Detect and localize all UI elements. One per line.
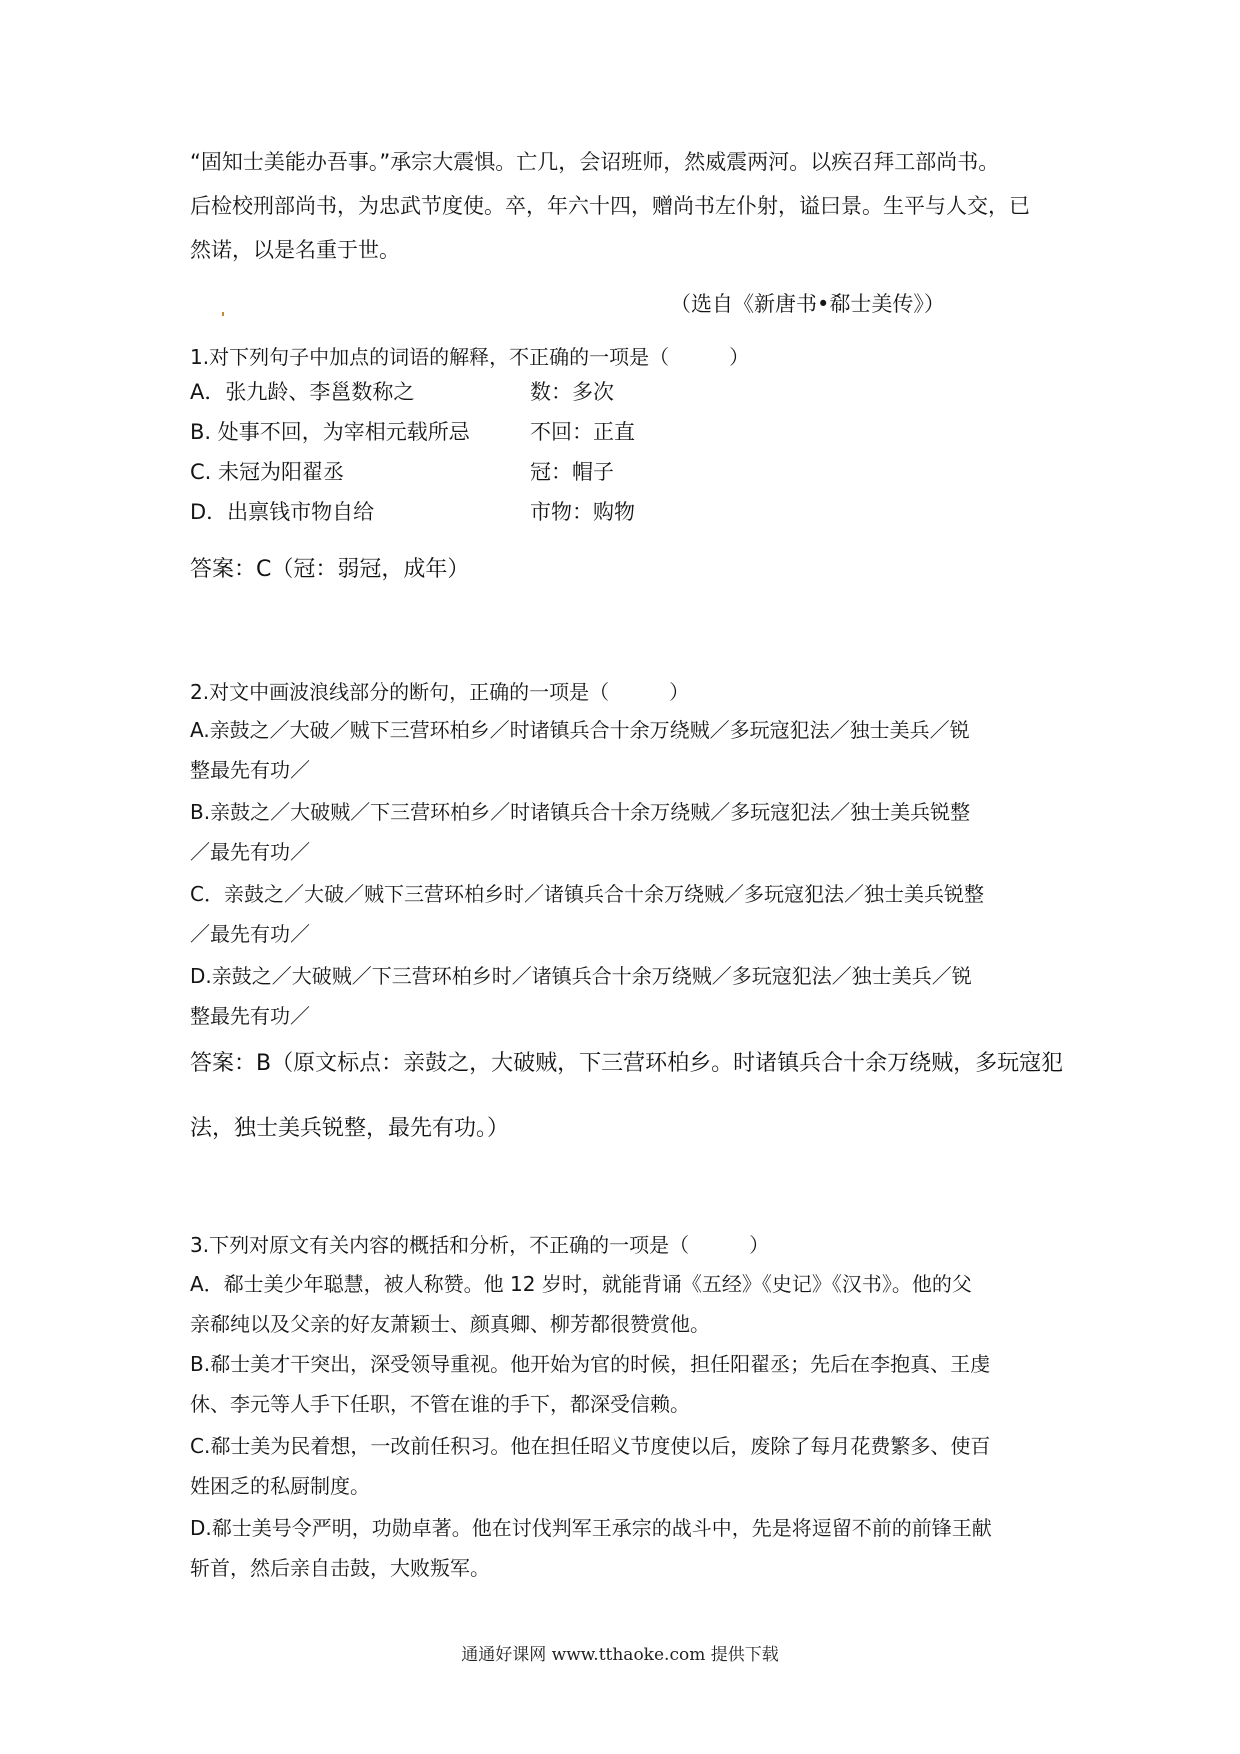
passage-line-1: “固知士美能办吾事。”承宗大震惧。亡几，会诏班师，然威震两河。以疾召拜工部尚书。 <box>190 150 1000 174</box>
q3-line-4: 休、李元等人手下任职，不管在谁的手下，都深受信赖。 <box>190 1392 690 1416</box>
q2-line-8: 整最先有功／ <box>190 1004 310 1028</box>
q1-option-a: A．张九龄、李邕数称之 <box>190 380 415 404</box>
q3-line-1: A．郗士美少年聪慧，被人称赞。他 12 岁时，就能背诵《五经》《史记》《汉书》。他的父 <box>190 1272 972 1296</box>
q1-stem: 1.对下列句子中加点的词语的解释，不正确的一项是（ ） <box>190 345 750 369</box>
q3-stem: 3.下列对原文有关内容的概括和分析，不正确的一项是（ ） <box>190 1233 770 1257</box>
q2-line-3: B.亲鼓之／大破贼／下三营环柏乡／时诸镇兵合十余万绕贼／多玩寇犯法／独士美兵锐整 <box>190 800 971 824</box>
q1-option-b: B. 处事不回，为宰相元载所忌 <box>190 420 470 444</box>
q2-line-6: ／最先有功／ <box>190 922 310 946</box>
q3-line-2: 亲郗纯以及父亲的好友萧颖士、颜真卿、柳芳都很赞赏他。 <box>190 1312 710 1336</box>
q3-line-7: D.郗士美号令严明，功勋卓著。他在讨伐判军王承宗的战斗中，先是将逗留不前的前锋王献 <box>190 1516 992 1540</box>
q2-line-5: C．亲鼓之／大破／贼下三营环柏乡时／诸镇兵合十余万绕贼／多玩寇犯法／独士美兵锐整 <box>190 882 984 906</box>
q2-line-7: D.亲鼓之／大破贼／下三营环柏乡时／诸镇兵合十余万绕贼／多玩寇犯法／独士美兵／锐 <box>190 964 972 988</box>
q1-option-c: C. 未冠为阳翟丞 <box>190 460 345 484</box>
q1-option-c-meaning: 冠：帽子 <box>530 460 614 484</box>
q1-answer: 答案：C（冠：弱冠，成年） <box>190 557 470 582</box>
q2-line-1: A.亲鼓之／大破／贼下三营环柏乡／时诸镇兵合十余万绕贼／多玩寇犯法／独士美兵／锐 <box>190 718 970 742</box>
passage-source: （选自《新唐书•郗士美传》） <box>670 292 945 316</box>
q1-option-d-meaning: 市物：购物 <box>530 500 635 524</box>
passage-line-3: 然诺，以是名重于世。 <box>190 238 400 262</box>
q2-answer-line-1: 答案：B（原文标点：亲鼓之，大破贼，下三营环柏乡。时诸镇兵合十余万绕贼，多玩寇犯 <box>190 1051 1064 1076</box>
passage-line-2: 后检校刑部尚书，为忠武节度使。卒，年六十四，赠尚书左仆射，谥曰景。生平与人交，已 <box>190 194 1030 218</box>
q2-answer-line-2: 法，独士美兵锐整，最先有功。） <box>190 1116 510 1141</box>
q3-line-5: C.郗士美为民着想，一改前任积习。他在担任昭义节度使以后，废除了每月花费繁多、使百 <box>190 1434 991 1458</box>
q3-line-8: 斩首，然后亲自击鼓，大败叛军。 <box>190 1556 490 1580</box>
page-footer: 通通好课网 www.tthaoke.com 提供下载 <box>461 1645 779 1665</box>
q2-line-4: ／最先有功／ <box>190 840 310 864</box>
q3-line-6: 姓困乏的私厨制度。 <box>190 1474 370 1498</box>
stray-mark <box>222 312 224 316</box>
q1-option-a-meaning: 数：多次 <box>530 380 614 404</box>
q1-option-d: D．出禀钱市物自给 <box>190 500 375 524</box>
q3-line-3: B.郗士美才干突出，深受领导重视。他开始为官的时候，担任阳翟丞；先后在李抱真、王虔 <box>190 1352 991 1376</box>
q2-line-2: 整最先有功／ <box>190 758 310 782</box>
q2-stem: 2.对文中画波浪线部分的断句，正确的一项是（ ） <box>190 680 690 704</box>
q1-option-b-meaning: 不回：正直 <box>530 420 635 444</box>
